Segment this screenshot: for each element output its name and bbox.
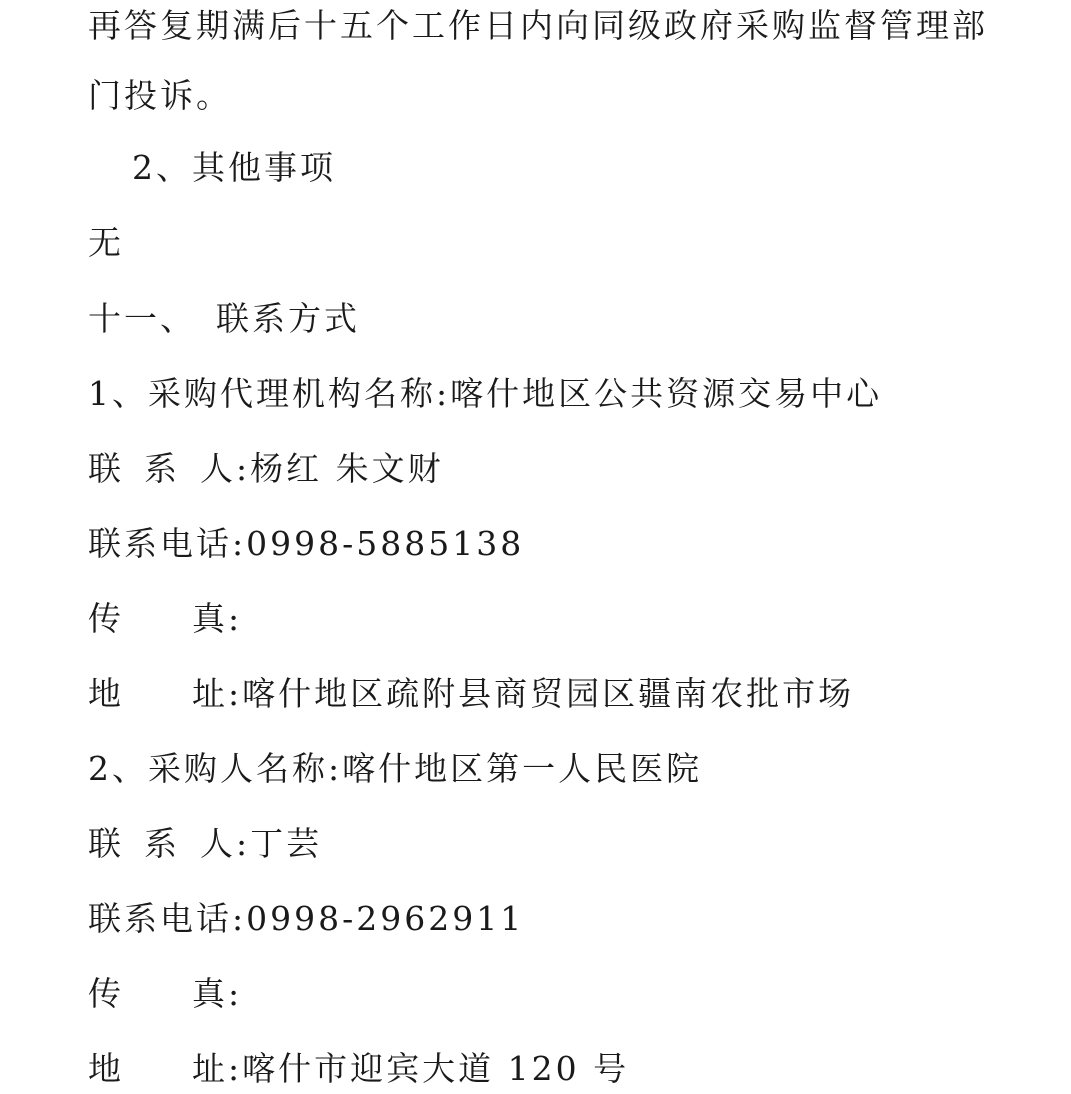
contact-section-number: 十一、	[88, 299, 196, 338]
purchaser-phone-row	[88, 894, 524, 944]
agency-name-label: 1、采购代理机构名称:	[88, 374, 451, 413]
purchaser-phone-value: 0998-2962911	[246, 899, 525, 938]
purchaser-address-value: 喀什市迎宾大道 120 号	[242, 1049, 630, 1088]
agency-contact-label-3: 人:	[200, 449, 251, 488]
agency-fax-label-1: 传	[88, 599, 124, 638]
complaint-text-line-2	[88, 71, 232, 121]
purchaser-address-row	[88, 1044, 629, 1094]
agency-phone-value: 0998-5885138	[246, 524, 525, 563]
purchaser-address-label-2: 址:	[192, 1049, 243, 1088]
agency-name-value: 喀什地区公共资源交易中心	[450, 374, 883, 413]
agency-phone-row	[88, 519, 524, 569]
agency-phone-label: 联系电话:	[88, 524, 247, 563]
purchaser-contact-row	[88, 819, 322, 869]
complaint-text-1: 再答复期满后十五个工作日内向同级政府采购监督管理部	[88, 6, 988, 45]
purchaser-name-label: 2、采购人名称:	[88, 749, 343, 788]
agency-contact-value: 杨红 朱文财	[250, 449, 444, 488]
agency-address-label-1: 地	[88, 674, 124, 713]
complaint-text-2: 门投诉。	[88, 76, 232, 115]
agency-fax-row	[88, 594, 242, 644]
purchaser-fax-row	[88, 969, 242, 1019]
agency-contact-row	[88, 444, 444, 494]
purchaser-contact-value: 丁芸	[250, 824, 323, 863]
agency-fax-label-2: 真:	[192, 599, 243, 638]
other-matters-content-text: 无	[88, 223, 124, 262]
agency-contact-label-2: 系	[144, 449, 180, 488]
purchaser-contact-label-3: 人:	[200, 824, 251, 863]
purchaser-phone-label: 联系电话:	[88, 899, 247, 938]
complaint-text-line-1	[88, 1, 988, 51]
purchaser-fax-label-2: 真:	[192, 974, 243, 1013]
contact-section-title: 联系方式	[216, 299, 360, 338]
purchaser-fax-label-1: 传	[88, 974, 124, 1013]
agency-address-row	[88, 669, 854, 719]
purchaser-address-label-1: 地	[88, 1049, 124, 1088]
purchaser-name-row	[88, 744, 702, 794]
other-matters-heading	[132, 143, 336, 193]
agency-address-label-2: 址:	[192, 674, 243, 713]
agency-address-value: 喀什地区疏附县商贸园区疆南农批市场	[242, 674, 855, 713]
agency-contact-label-1: 联	[88, 449, 124, 488]
purchaser-contact-label-1: 联	[88, 824, 124, 863]
contact-section-heading	[88, 294, 360, 344]
agency-name-row	[88, 369, 882, 419]
other-matters-heading-text: 2、其他事项	[132, 148, 336, 187]
purchaser-contact-label-2: 系	[144, 824, 180, 863]
other-matters-content	[88, 218, 124, 268]
purchaser-name-value: 喀什地区第一人民医院	[342, 749, 703, 788]
